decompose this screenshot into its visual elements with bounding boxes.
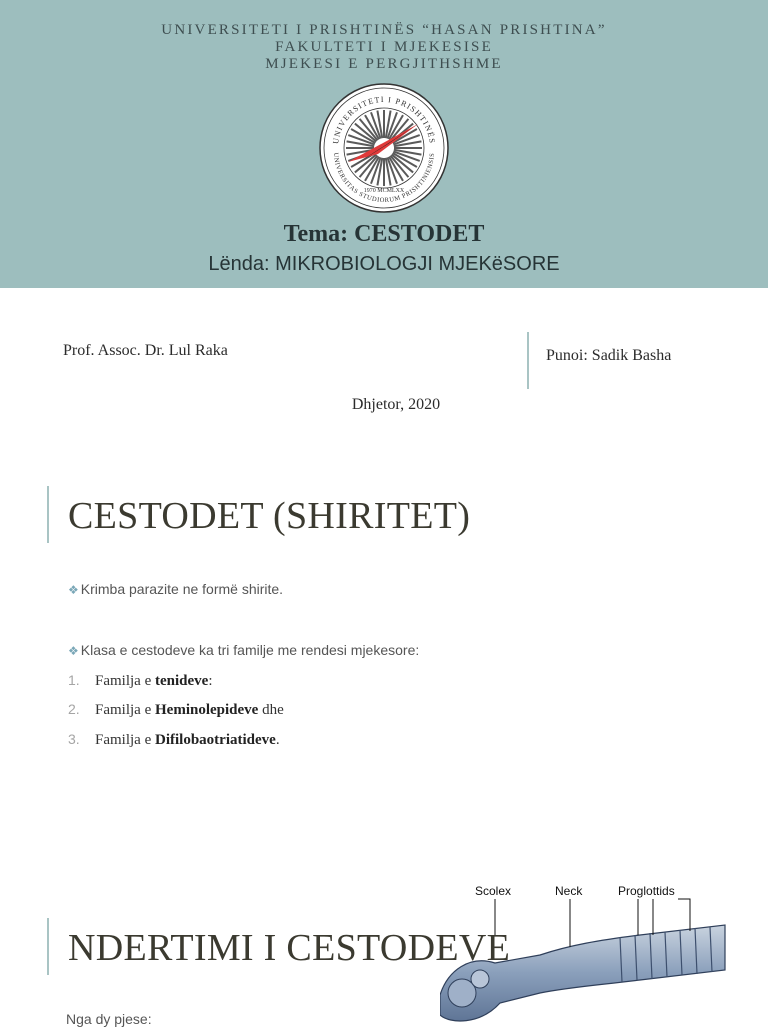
university-seal-logo — [318, 82, 450, 214]
bullet-item: ❖ Krimba parazite ne formë shirite. — [68, 581, 284, 597]
list-item: 1. Familja e tenideve: — [68, 672, 213, 689]
professor-name: Prof. Assoc. Dr. Lul Raka — [63, 342, 228, 359]
diamond-bullet-icon: ❖ — [68, 583, 79, 597]
seal-bottom-text: UNIVERSITAS STUDIORUM PRISHTINIENSIS — [331, 152, 437, 205]
scolex-label: Scolex — [475, 884, 512, 898]
proglottids-label: Proglottids — [618, 884, 675, 898]
seal-year: 1970 MCMLXX — [363, 188, 405, 194]
faculty-name: FAKULTETI I MJEKESISE — [275, 39, 493, 55]
divider-bar — [527, 332, 529, 389]
neck-label: Neck — [555, 884, 583, 898]
topic-title: Tema: CESTODET — [283, 221, 485, 247]
heading-accent-bar — [47, 918, 49, 975]
bullet-item: ❖ Klasa e cestodeve ka tri familje me rendesi mjekesore: — [68, 642, 420, 658]
slide-heading-ndertimi: NDERTIMI I CESTODEVE — [68, 927, 511, 969]
presentation-date: Dhjetor, 2020 — [351, 396, 441, 413]
university-name: UNIVERSITETI I PRISHTINËS “HASAN PRISHTINA” — [161, 22, 607, 38]
program-name: MJEKESI E PERGJITHSHME — [265, 56, 503, 72]
subject-title: Lënda: MIKROBIOLOGJI MJEKëSORE — [208, 253, 560, 275]
heading-accent-bar — [47, 486, 49, 543]
body-text: Nga dy pjese: — [66, 1011, 152, 1027]
slide-heading-cestodet: CESTODET (SHIRITET) — [68, 495, 471, 537]
list-item: 2. Familja e Heminolepideve dhe — [68, 701, 284, 718]
author-name: Punoi: Sadik Basha — [546, 347, 672, 364]
diamond-bullet-icon: ❖ — [68, 644, 79, 658]
list-item: 3. Familja e Difilobaotriatideve. — [68, 731, 280, 748]
title-slide — [0, 0, 768, 288]
seal-top-text: UNIVERSITETI I PRISHTINËS — [331, 94, 437, 145]
